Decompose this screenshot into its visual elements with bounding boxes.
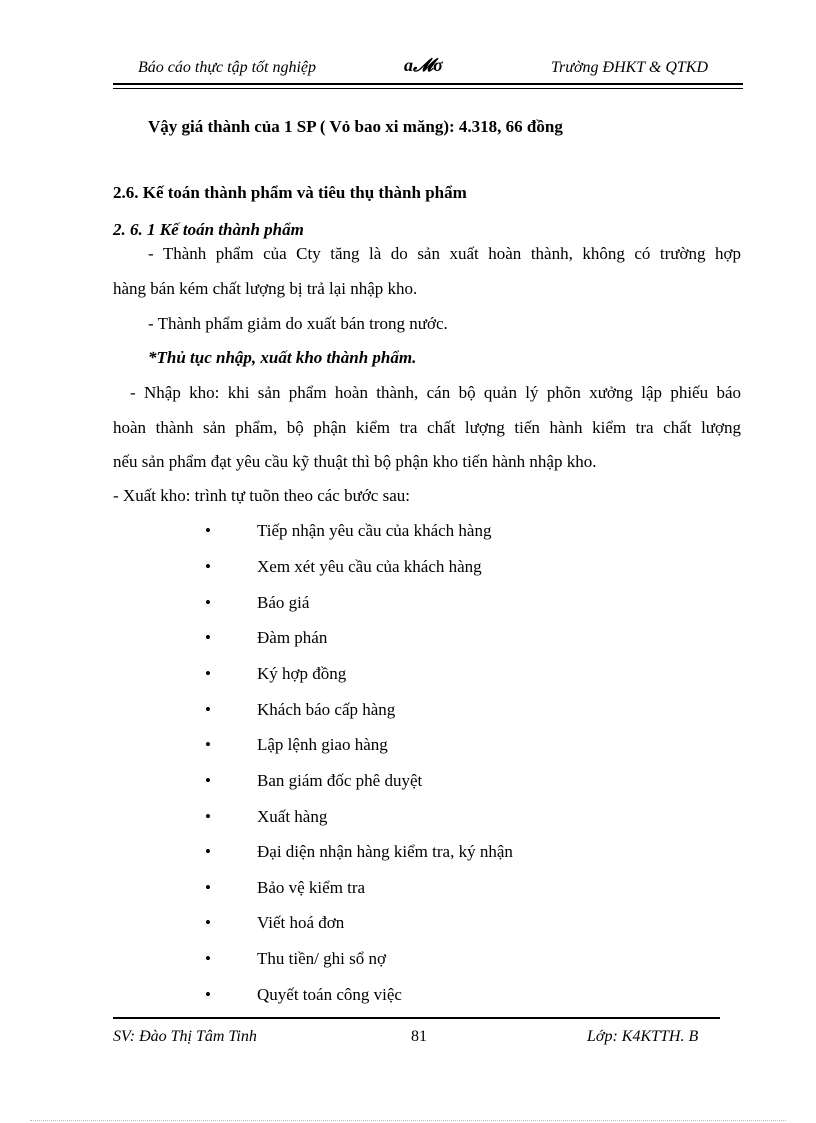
list-item-text: Thu tiền/ ghi sổ nợ xyxy=(257,949,386,968)
header-logo: a𝓜σ xyxy=(404,55,443,75)
bullet-icon: • xyxy=(205,664,211,683)
footer-class: Lớp: K4KTTH. B xyxy=(587,1028,699,1045)
header-right: Trường ĐHKT & QTKD xyxy=(551,59,709,76)
bullet-icon: • xyxy=(205,807,211,826)
list-item-text: Đàm phán xyxy=(257,628,328,647)
page-bottom-dotted-line xyxy=(30,1120,786,1121)
list-item-text: Ban giám đốc phê duyệt xyxy=(257,771,423,790)
bullet-icon: • xyxy=(205,593,211,612)
bullet-icon: • xyxy=(205,949,211,968)
bullet-icon: • xyxy=(205,913,211,932)
bullet-icon: • xyxy=(205,628,211,647)
summary-line: Vậy giá thành của 1 SP ( Vỏ bao xi măng): 4.318, 66 đồng xyxy=(148,117,563,136)
paragraph-line: hàng bán kém chất lượng bị trả lại nhập kho. xyxy=(113,279,418,298)
bullet-icon: • xyxy=(205,557,211,576)
page-number: 81 xyxy=(411,1028,427,1045)
bullet-icon: • xyxy=(205,771,211,790)
bullet-icon: • xyxy=(205,842,211,861)
list-item-text: Tiếp nhận yêu cầu của khách hàng xyxy=(257,521,492,540)
bullet-icon: • xyxy=(205,521,211,540)
list-item-text: Xem xét yêu cầu của khách hàng xyxy=(257,557,482,576)
footer-rule xyxy=(113,1017,720,1019)
header-rule-thick xyxy=(113,83,743,85)
bullet-icon: • xyxy=(205,735,211,754)
subsection-title xyxy=(113,220,304,240)
header-left: Báo cáo thực tập tốt nghiệp xyxy=(138,59,317,76)
paragraph-line: - Thành phẩm giảm do xuất bán trong nước. xyxy=(148,314,448,333)
list-item-text: Khách báo cấp hàng xyxy=(257,700,396,719)
footer-student: SV: Đào Thị Tâm Tinh xyxy=(113,1028,257,1045)
paragraph-line: - Thành phẩm của Cty tăng là do sản xuất hoàn thành, không có trường hợp xyxy=(148,244,741,263)
list-item-text: Bảo vệ kiểm tra xyxy=(257,878,366,897)
paragraph-line: nếu sản phẩm đạt yêu cầu kỹ thuật thì bộ phận kho tiến hành nhập kho. xyxy=(113,452,597,471)
bullet-icon: • xyxy=(205,700,211,719)
paragraph-line: - Xuất kho: trình tự tuõn theo các bước sau: xyxy=(113,486,410,505)
bullet-icon: • xyxy=(205,985,211,1004)
list-item-text: Quyết toán công việc xyxy=(257,985,402,1004)
subsection-title-text: 2. 6. 1 Kế toán thành phẩm xyxy=(113,220,304,239)
list-item-text: Đại diện nhận hàng kiểm tra, ký nhận xyxy=(257,842,513,861)
paragraph-line: - Nhập kho: khi sản phẩm hoàn thành, cán bộ quản lý phõn xưởng lập phiếu báo xyxy=(130,383,741,402)
bullet-icon: • xyxy=(205,878,211,897)
paragraph-line: hoàn thành sản phẩm, bộ phận kiểm tra chất lượng tiến hành kiểm tra chất lượng xyxy=(113,418,741,437)
list-item-text: Báo giá xyxy=(257,593,310,612)
section-title: 2.6. Kế toán thành phẩm và tiêu thụ thành phẩm xyxy=(113,183,467,202)
list-item-text: Viết hoá đơn xyxy=(257,913,345,932)
list-item-text: Xuất hàng xyxy=(257,807,328,826)
list-item-text: Lập lệnh giao hàng xyxy=(257,735,388,754)
header-rule-thin xyxy=(113,88,743,89)
list-item-text: Ký hợp đồng xyxy=(257,664,347,683)
procedure-title: *Thủ tục nhập, xuất kho thành phẩm. xyxy=(148,348,417,367)
